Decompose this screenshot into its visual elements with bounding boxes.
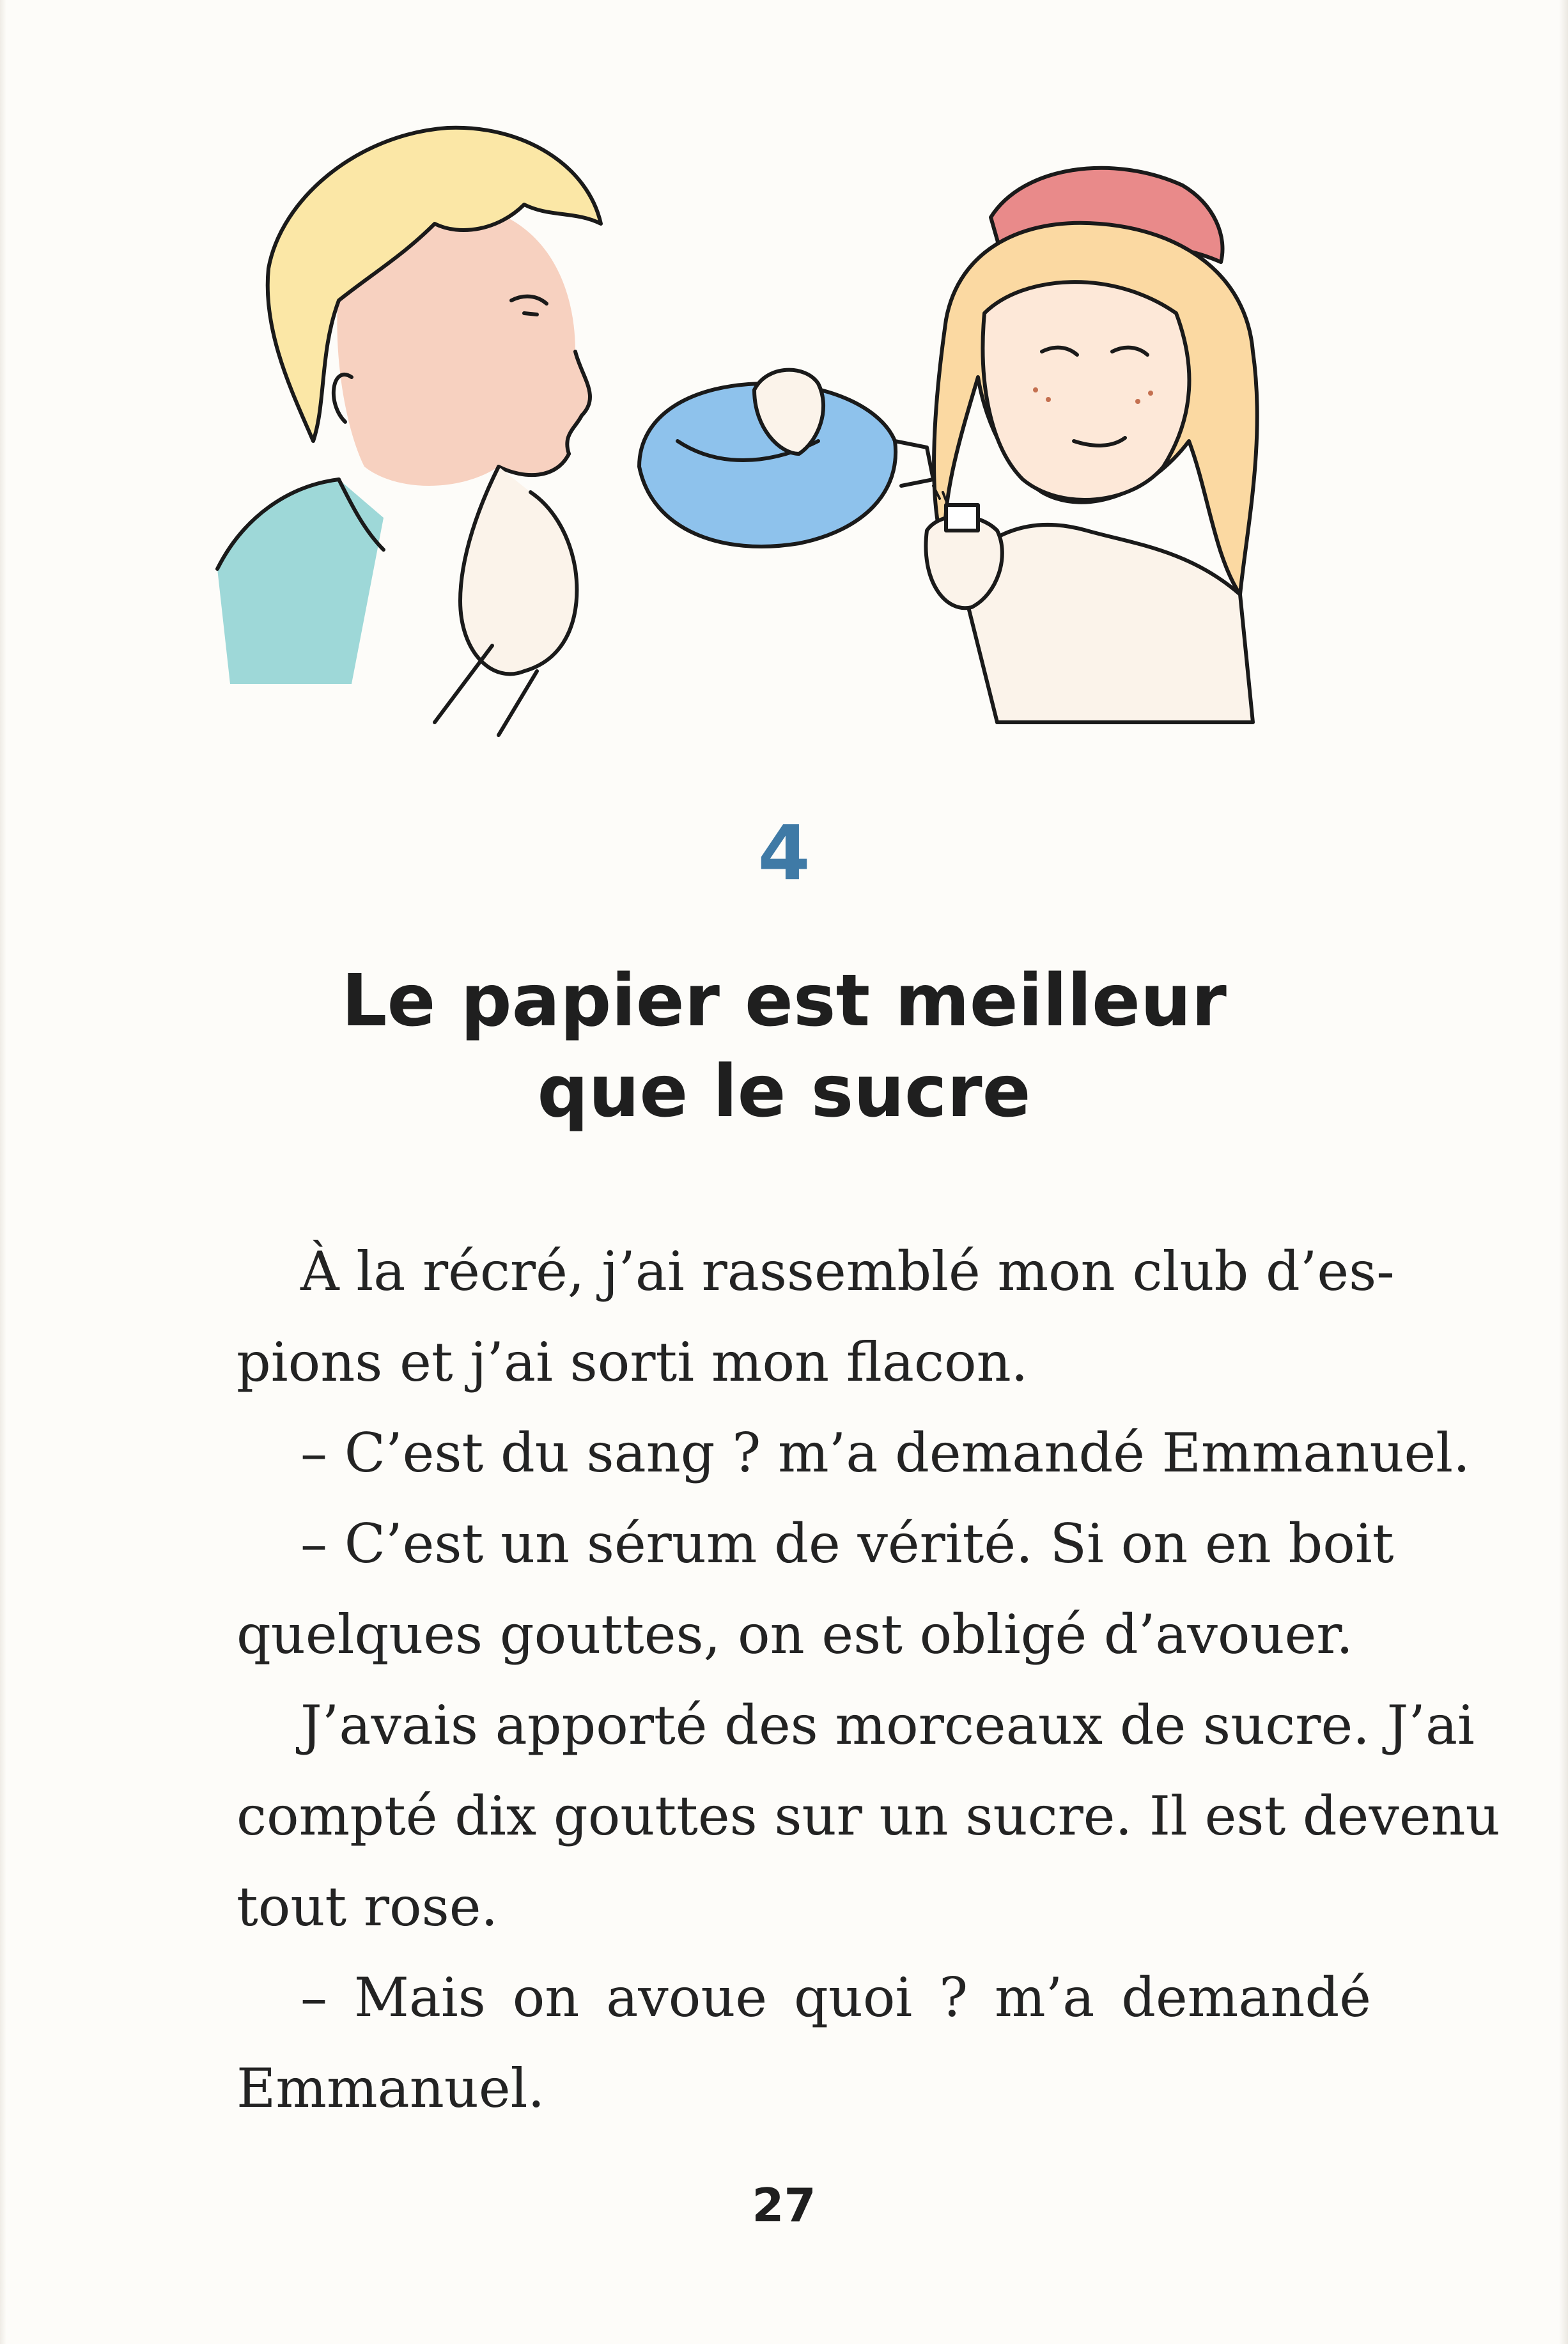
text-line: J’avais apporté des morceaux de sucre. J’ai [300,1694,1475,1757]
text-line: quelques gouttes, on est obligé d’avouer. [237,1603,1353,1666]
chapter-number: 4 [757,809,811,897]
text-line: pions et j’ai sorti mon flacon. [237,1331,1029,1393]
chapter-title [0,956,1568,1137]
page-edge-right [1559,0,1568,2344]
text-line: tout rose. [237,1875,499,1938]
text-line: – C’est du sang ? m’a demandé Emmanuel. [300,1422,1470,1484]
girl-illustration [639,168,1257,722]
chapter-illustration [192,109,1393,741]
text-line: – C’est un sérum de vérité. Si on en boit [300,1512,1394,1575]
chapter-body-text [237,1226,1500,2134]
text-line: compté dix gouttes sur un sucre. Il est devenu [237,1785,1500,1847]
text-line: À la récré, j’ai rassemblé mon club d’es- [300,1240,1395,1303]
page-edge-left [0,0,6,2344]
page-number: 27 [752,2178,816,2232]
boy-illustration [217,128,601,735]
text-line: Emmanuel. [237,2057,545,2120]
text-line: – Mais on avoue quoi ? m’a demandé [300,1966,1371,2029]
chapter-title-line-1: Le papier est meilleur [341,959,1227,1043]
chapter-title-line-2: que le sucre [537,1050,1031,1133]
